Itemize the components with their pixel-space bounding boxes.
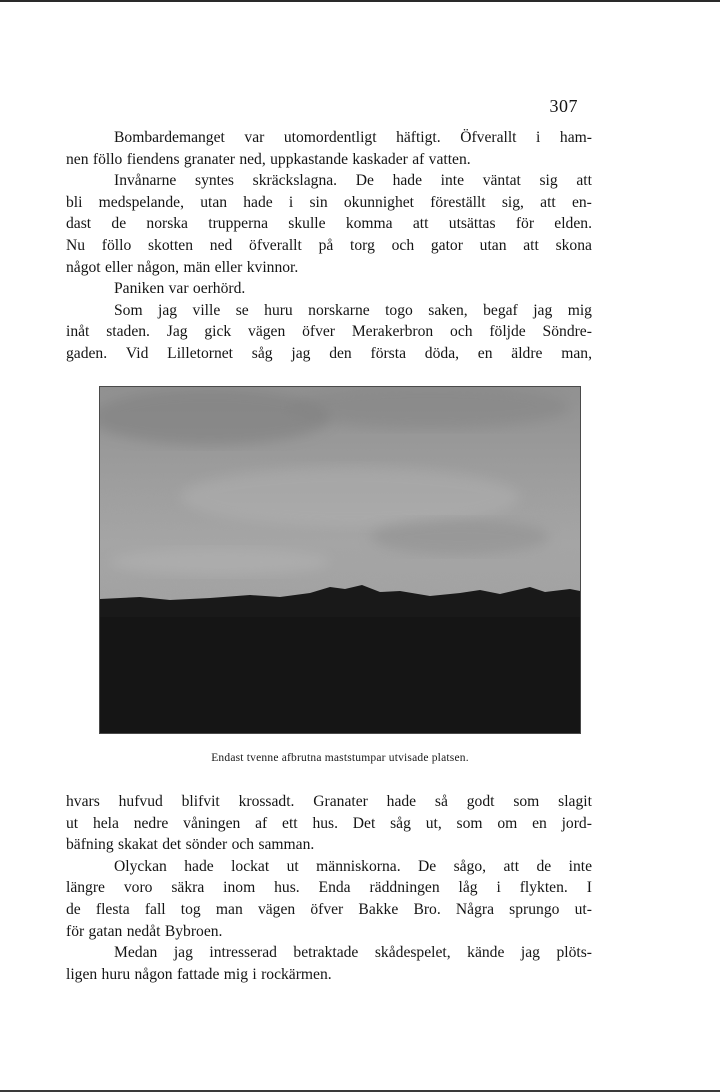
word: Vid <box>125 344 149 362</box>
word: elden. <box>554 215 592 233</box>
word: tog <box>180 900 201 918</box>
word: hus. <box>274 879 300 897</box>
word: komma <box>345 215 393 233</box>
word: föreställt <box>430 193 486 211</box>
word: samman. <box>258 836 315 854</box>
text-line <box>66 170 592 192</box>
word: uppkastande <box>270 150 349 168</box>
word: att <box>523 236 539 254</box>
word: mig <box>223 965 249 983</box>
word: lockat <box>231 857 270 875</box>
word: Bro. <box>413 900 441 918</box>
word: af <box>255 814 268 832</box>
word: Bybroen. <box>164 922 223 940</box>
word: gick <box>204 323 232 341</box>
word: sig, <box>501 193 524 211</box>
word: låg <box>458 879 478 897</box>
word: jag <box>291 344 311 362</box>
word: man <box>215 900 243 918</box>
word: torg <box>350 236 375 254</box>
word: bäfning <box>66 836 114 854</box>
text-line <box>66 921 592 943</box>
text-line <box>66 192 592 214</box>
word: att <box>503 857 520 875</box>
text-line <box>66 942 592 964</box>
text-line <box>66 834 592 856</box>
word: för <box>515 215 535 233</box>
word: vatten. <box>428 150 471 168</box>
text-line <box>66 213 592 235</box>
body-text-bottom <box>66 791 592 985</box>
word: sin <box>309 193 328 211</box>
word: syntes <box>195 172 234 190</box>
word: någon <box>134 965 173 983</box>
word: ut <box>66 814 79 832</box>
word: eller <box>105 258 133 276</box>
word: för <box>66 922 85 940</box>
word: Som <box>114 301 143 319</box>
word: ville <box>192 301 221 319</box>
text-line <box>66 899 592 921</box>
word: hade <box>392 172 423 190</box>
word: första <box>370 344 407 362</box>
word: Jag <box>166 323 188 341</box>
word: och <box>391 236 415 254</box>
word: säkra <box>171 879 205 897</box>
word: kände <box>467 944 505 962</box>
word: godt <box>466 793 495 810</box>
word: ut, <box>425 814 442 832</box>
word: ut- <box>574 900 592 918</box>
word: skona <box>555 236 592 254</box>
top-page-edge <box>0 0 720 2</box>
word: den <box>329 344 352 362</box>
text-line <box>66 127 592 149</box>
word: en <box>532 814 547 832</box>
word: var <box>244 129 265 146</box>
text-line <box>66 149 592 171</box>
word: i <box>288 193 294 211</box>
word: Söndre- <box>542 323 592 341</box>
word: Granater <box>313 793 368 810</box>
word: och <box>231 836 255 854</box>
word: hufvud <box>118 793 163 810</box>
word: häftigt. <box>396 129 441 146</box>
word: var <box>168 280 189 298</box>
word: mig <box>567 301 592 319</box>
text-line <box>66 791 592 813</box>
text-line <box>66 343 592 365</box>
text-line <box>66 235 592 257</box>
word: nedre <box>133 814 169 832</box>
text-line <box>66 877 592 899</box>
word: som <box>513 793 540 810</box>
text-line <box>66 856 592 878</box>
word: nen <box>66 150 89 168</box>
word: de <box>66 900 81 918</box>
word: oerhörd. <box>192 280 246 298</box>
word: om <box>497 814 518 832</box>
word: som <box>456 814 483 832</box>
word: man, <box>561 344 592 362</box>
word: det <box>162 836 182 854</box>
word: Lilletornet <box>167 344 233 362</box>
word: eller <box>214 258 243 276</box>
word: intresserad <box>209 944 277 962</box>
word: begaf <box>483 301 518 319</box>
body-text-top <box>66 127 592 365</box>
word: Några <box>455 900 494 918</box>
word: hade <box>243 193 273 211</box>
word: fattade <box>176 965 220 983</box>
word: skotten <box>147 236 194 254</box>
word: en- <box>571 193 592 211</box>
word: ned, <box>239 150 266 168</box>
word: krossadt. <box>238 793 295 810</box>
word: slagit <box>558 793 592 810</box>
word: och <box>450 323 473 341</box>
word: fall <box>144 900 166 918</box>
word: utan <box>200 193 228 211</box>
word: hus. <box>312 814 338 832</box>
word: någon, <box>137 258 180 276</box>
word: i <box>536 129 541 146</box>
word: betraktade <box>293 944 359 962</box>
word: sprungo <box>509 900 560 918</box>
word: vägen <box>257 900 296 918</box>
word: i <box>496 879 501 897</box>
word: vägen <box>248 323 286 341</box>
word: ligen <box>66 965 98 983</box>
word: hade <box>184 857 214 875</box>
word: bli <box>66 193 83 211</box>
word: inte <box>440 172 465 190</box>
word: på <box>318 236 334 254</box>
word: Det <box>352 814 376 832</box>
word: norskarne <box>308 301 370 319</box>
word: norska <box>146 215 188 233</box>
word: att <box>540 193 556 211</box>
word: De <box>355 172 374 190</box>
word: ned <box>209 236 233 254</box>
word: ham- <box>559 129 592 146</box>
word: jag <box>520 944 540 962</box>
word: gator <box>430 236 463 254</box>
word: kvinnor. <box>246 258 299 276</box>
word: kaskader <box>352 150 408 168</box>
word: fiendens <box>126 150 180 168</box>
word: föllo <box>92 150 123 168</box>
word: hade <box>386 793 417 810</box>
text-line <box>66 300 592 322</box>
word: Nu <box>66 236 86 254</box>
word: togo <box>385 301 413 319</box>
word: såg <box>251 344 273 362</box>
word: staden. <box>106 323 150 341</box>
word: i <box>252 965 257 983</box>
word: hela <box>92 814 119 832</box>
word: män <box>183 258 211 276</box>
word: utomordentligt <box>283 129 377 146</box>
word: huru <box>101 965 131 983</box>
text-line <box>66 964 592 986</box>
word: så <box>434 793 448 810</box>
word: hvars <box>66 793 100 810</box>
word: skräckslagna. <box>252 172 338 190</box>
word: räddningen <box>369 879 440 897</box>
word: föllo <box>101 236 132 254</box>
word: sönder <box>185 836 228 854</box>
photo-caption: Endast tvenne afbrutna maststumpar utvisade platsen. <box>211 752 469 764</box>
word: blifvit <box>181 793 220 810</box>
word: jag <box>533 301 553 319</box>
text-line <box>66 321 592 343</box>
word: flesta <box>95 900 130 918</box>
word: våningen <box>183 814 241 832</box>
word: längre <box>66 879 105 897</box>
word: utan <box>479 236 507 254</box>
word: döda, <box>424 344 460 362</box>
word: rockärmen. <box>261 965 332 983</box>
word: något <box>66 258 101 276</box>
word: okunnighet <box>343 193 415 211</box>
word: flykten. <box>519 879 568 897</box>
word: jag <box>158 301 178 319</box>
word: dast <box>66 215 92 233</box>
word: huru <box>264 301 293 319</box>
word: Medan <box>114 944 158 962</box>
word: granater <box>183 150 235 168</box>
word: öfver <box>310 900 344 918</box>
word: väntat <box>482 172 521 190</box>
word: sågo, <box>453 857 487 875</box>
word: inåt <box>66 323 90 341</box>
word: se <box>235 301 249 319</box>
word: att <box>576 172 592 190</box>
word: skakat <box>118 836 158 854</box>
text-line <box>66 278 592 300</box>
word: trupperna <box>208 215 269 233</box>
word: Öfverallt <box>460 129 517 146</box>
word: gatan <box>88 922 123 940</box>
text-line <box>66 257 592 279</box>
word: ett <box>282 814 298 832</box>
word: inom <box>223 879 256 897</box>
word: De <box>418 857 437 875</box>
word: Bombardemanget <box>114 129 225 146</box>
word: nedåt <box>126 922 161 940</box>
word: I <box>586 879 592 897</box>
word: jord- <box>561 814 592 832</box>
word: äldre <box>511 344 543 362</box>
word: Merakerbron <box>351 323 434 341</box>
word: utsättas <box>448 215 496 233</box>
word: en <box>477 344 493 362</box>
word: plöts- <box>556 944 592 962</box>
word: medspelande, <box>98 193 184 211</box>
photo-image <box>100 387 580 733</box>
word: att <box>412 215 429 233</box>
word: inte <box>568 857 592 875</box>
word: öfver <box>302 323 335 341</box>
word: Bakke <box>358 900 399 918</box>
word: Paniken <box>114 280 165 298</box>
word: af <box>412 150 425 168</box>
text-line <box>66 813 592 835</box>
word: sig <box>539 172 558 190</box>
word: Invånarne <box>114 172 177 190</box>
page-number: 307 <box>549 96 578 116</box>
word: Olyckan <box>114 857 167 875</box>
word: skådespelet, <box>374 944 451 962</box>
word: ut <box>286 857 299 875</box>
word: människorna. <box>316 857 401 875</box>
harbor-photograph <box>99 386 581 734</box>
word: jag <box>173 944 193 962</box>
word: öfverallt <box>249 236 302 254</box>
word: gaden. <box>66 344 108 362</box>
word: Enda <box>318 879 351 897</box>
word: de <box>536 857 552 875</box>
word: saken, <box>428 301 468 319</box>
word: de <box>111 215 127 233</box>
word: voro <box>123 879 153 897</box>
word: följde <box>489 323 526 341</box>
word: skulle <box>288 215 326 233</box>
word: såg <box>390 814 411 832</box>
